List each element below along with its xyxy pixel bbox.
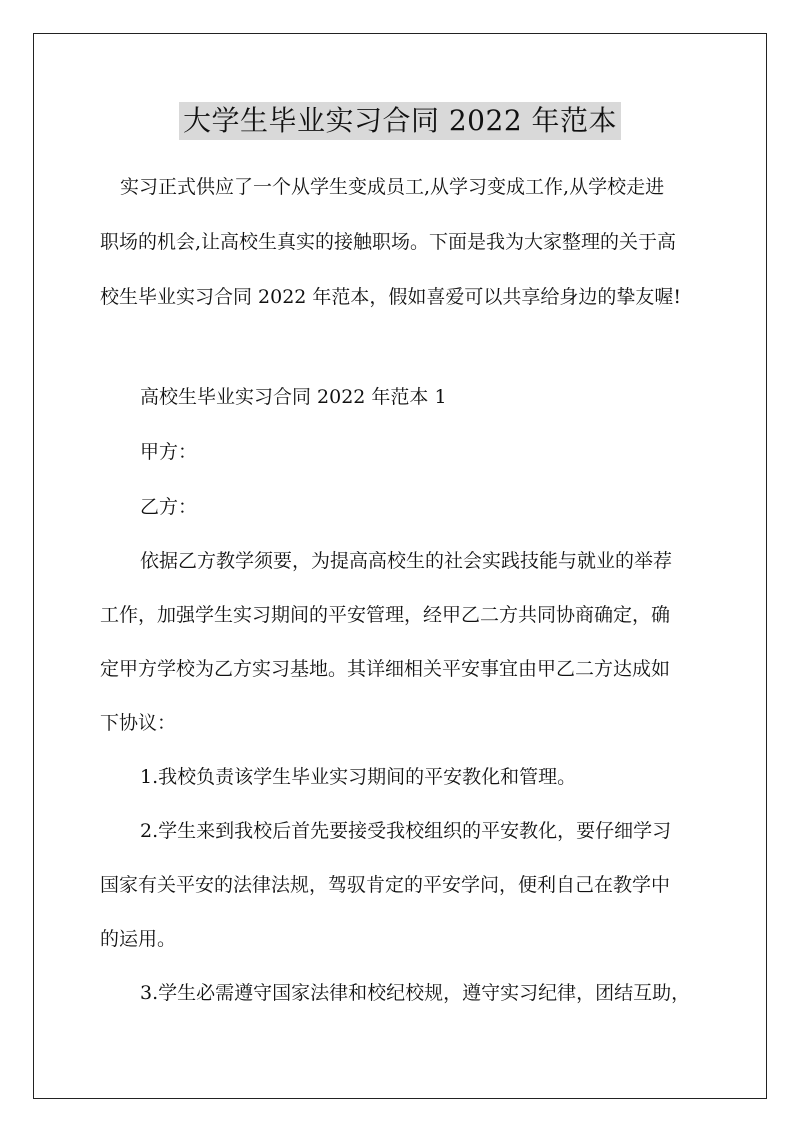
party-a-label: 甲方： [140, 441, 198, 463]
intro-line-1: 实习正式供应了一个从学生变成员工,从学习变成工作,从学校走进 [120, 176, 665, 198]
document-title: 大学生毕业实习合同 2022 年范本 [179, 102, 621, 140]
title-container [0, 102, 800, 140]
clause-3-line-1: 3.学生必需遵守国家法律和校纪校规，遵守实习纪律，团结互助， [140, 982, 691, 1004]
body-paragraph-line-4: 下协议： [100, 712, 177, 734]
clause-2-line-1: 2.学生来到我校后首先要接受我校组织的平安教化，要仔细学习 [140, 820, 672, 842]
intro-line-3: 校生毕业实习合同 2022 年范本，假如喜爱可以共享给身边的挚友喔! [100, 286, 682, 308]
section-heading: 高校生毕业实习合同 2022 年范本 1 [140, 386, 447, 408]
party-b-label: 乙方： [140, 496, 198, 518]
body-paragraph-line-1: 依据乙方教学须要，为提高高校生的社会实践技能与就业的举荐 [140, 550, 673, 572]
clause-2-line-2: 国家有关平安的法律法规，驾驭肯定的平安学问，便利自己在教学中 [100, 874, 671, 896]
intro-line-2: 职场的机会,让高校生真实的接触职场。下面是我为大家整理的关于高 [100, 231, 677, 253]
clause-2-line-3: 的运用。 [100, 928, 177, 950]
body-paragraph-line-3: 定甲方学校为乙方实习基地。其详细相关平安事宜由甲乙二方达成如 [100, 658, 671, 680]
body-paragraph-line-2: 工作，加强学生实习期间的平安管理，经甲乙二方共同协商确定，确 [100, 604, 671, 626]
clause-1: 1.我校负责该学生毕业实习期间的平安教化和管理。 [140, 766, 577, 788]
